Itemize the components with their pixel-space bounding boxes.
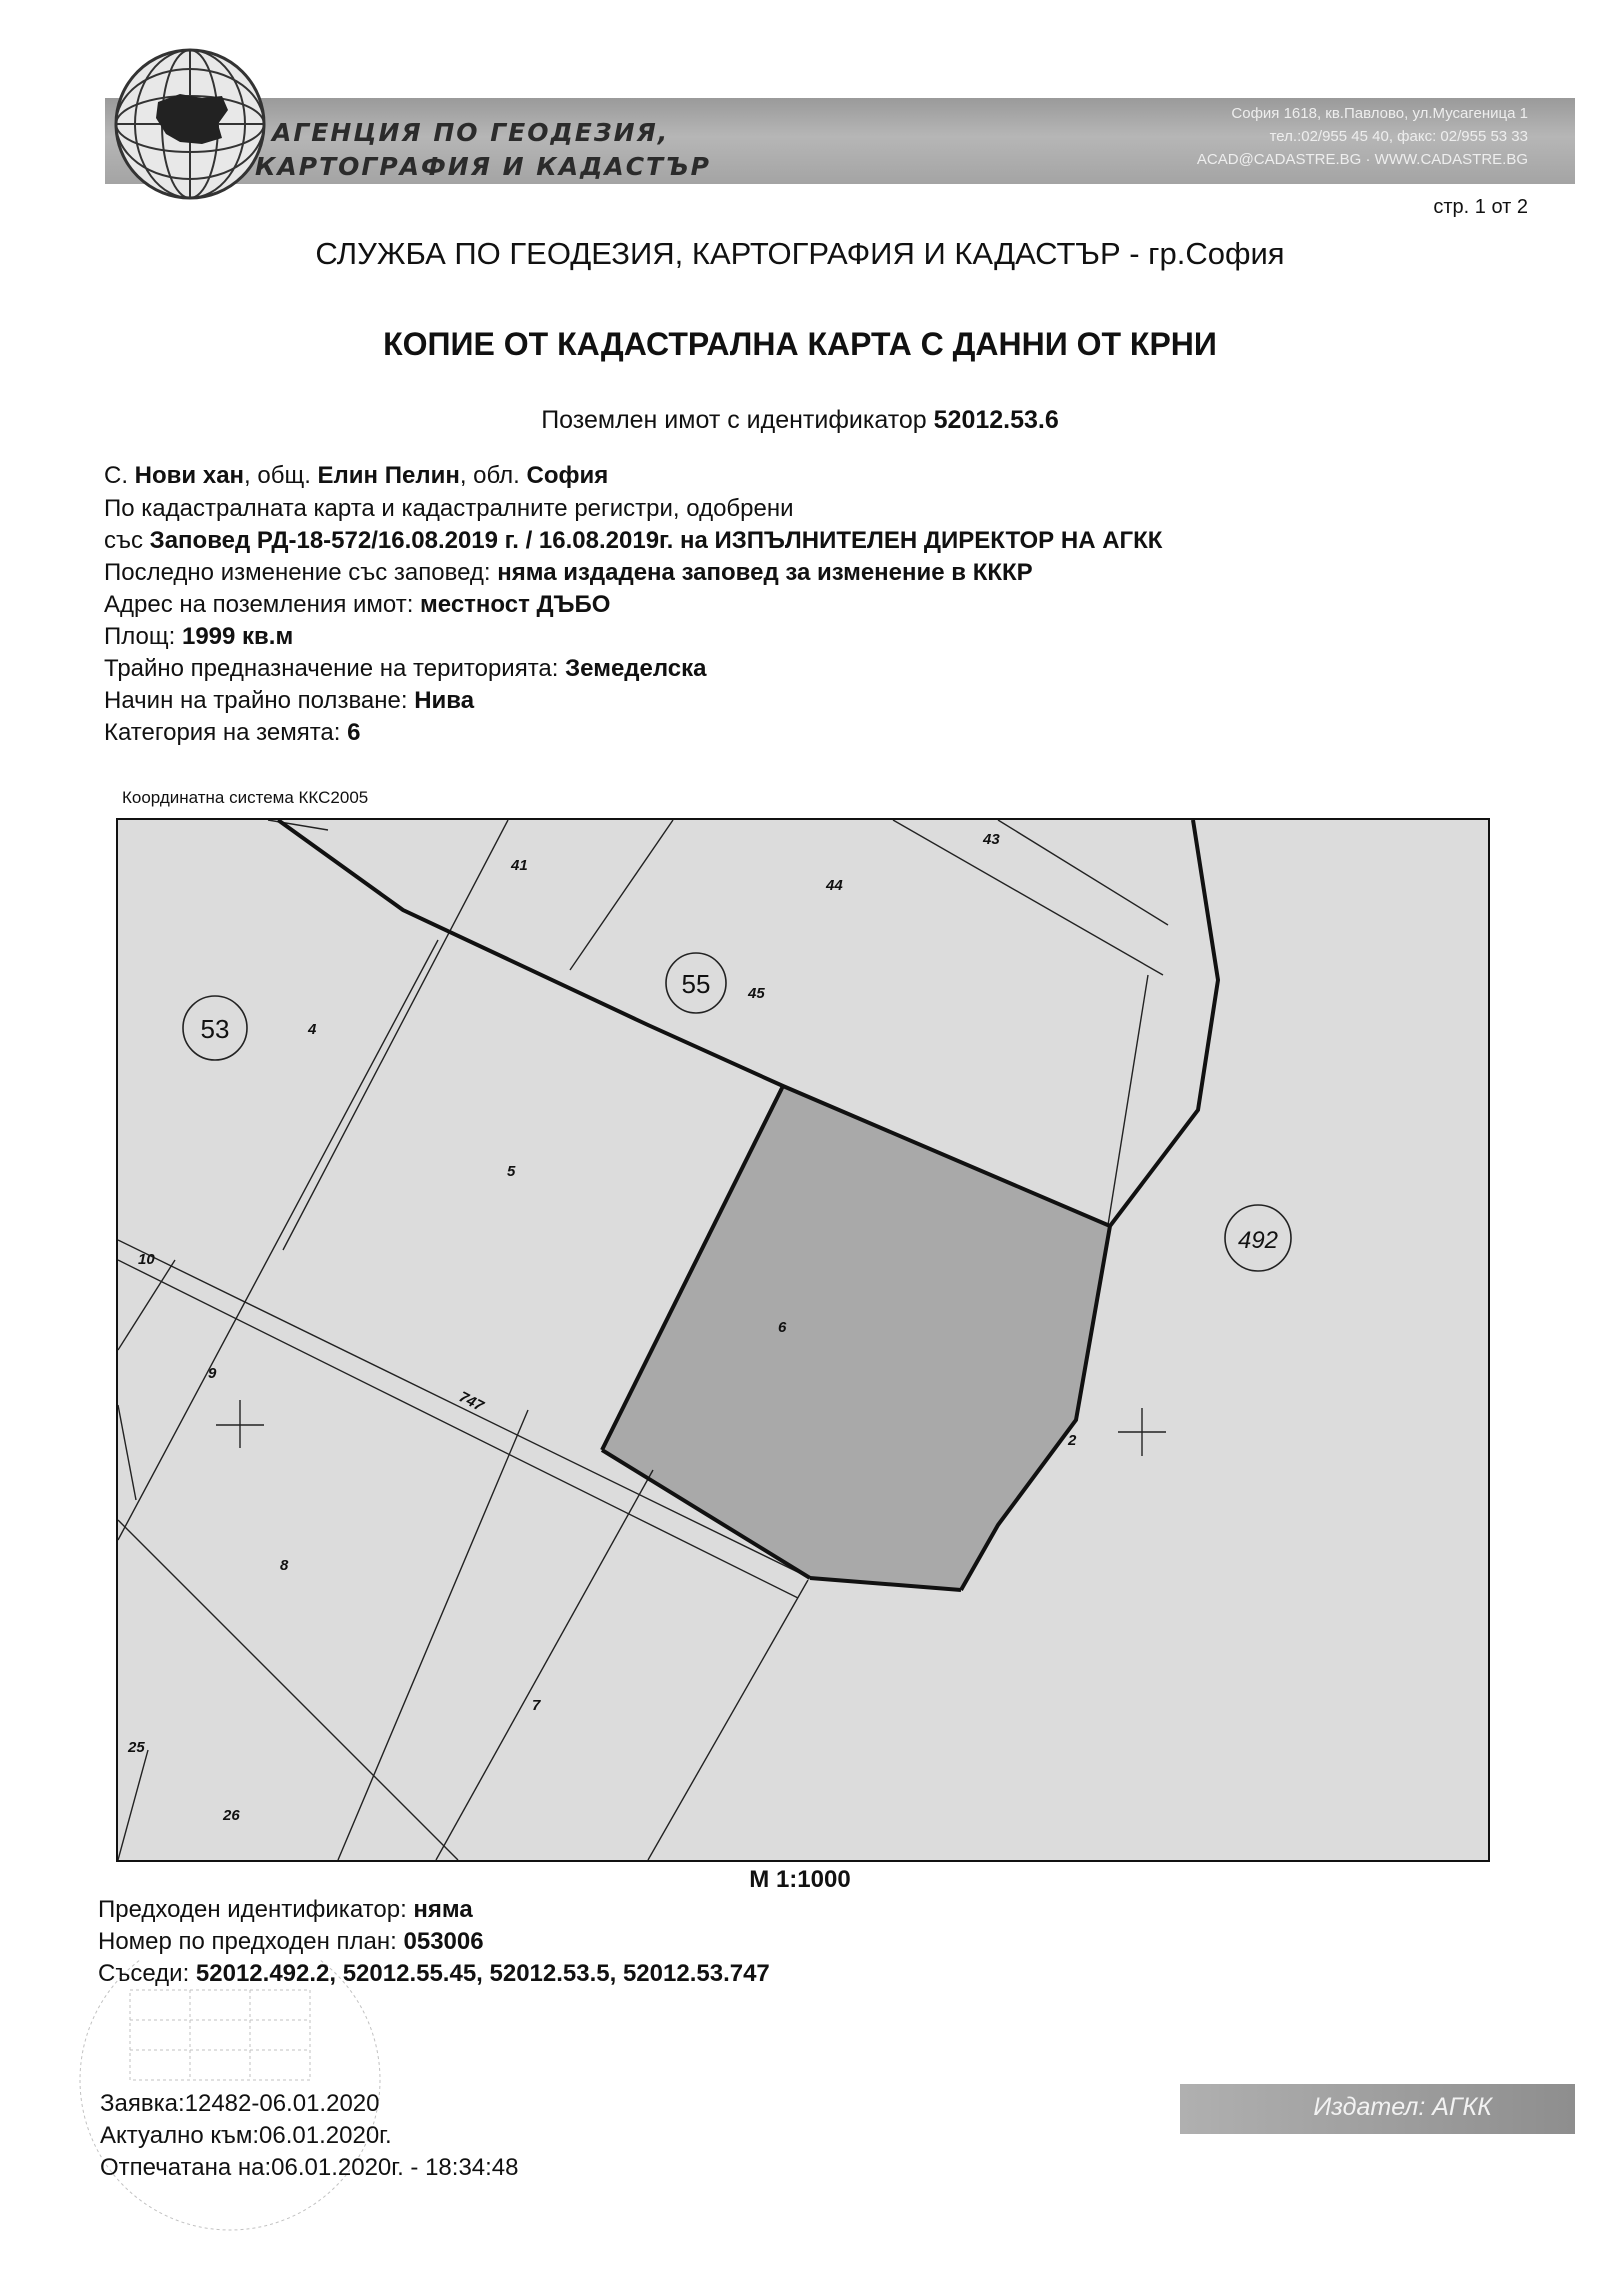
agency-name-line-1: АГЕНЦИЯ ПО ГЕОДЕЗИЯ, [272, 118, 670, 147]
coordinate-system-label: Координатна система ККС2005 [122, 788, 369, 807]
map-scale: М 1:1000 [749, 1866, 851, 1893]
block-label-53: 53 [200, 1014, 230, 1044]
parcel-label-747: 747 [456, 1388, 487, 1415]
current-to-date: Актуално към:06.01.2020г. [100, 2122, 392, 2149]
address-value: местност ДЪБО [420, 591, 611, 618]
approval-line-1: По кадастралната карта и кадастралните регистри, одобрени [104, 495, 794, 522]
document-title: КОПИЕ ОТ КАДАСТРАЛНА КАРТА С ДАННИ ОТ КРНИ [383, 326, 1217, 362]
cadastral-map [116, 818, 1490, 1862]
location-line [104, 462, 608, 490]
publisher-label: Издател: АГКК [1313, 2093, 1492, 2121]
parcel-identifier-value: 52012.53.6 [933, 406, 1059, 434]
parcel-label-2: 2 [1068, 1432, 1077, 1449]
previous-identifier-label: Предходен идентификатор: [98, 1896, 407, 1923]
parcel-label-5: 5 [507, 1163, 516, 1180]
parcel-label-6: 6 [778, 1319, 787, 1336]
agency-name-line-2: КАРТОГРАФИЯ И КАДАСТЪР [255, 152, 711, 181]
parcel-label-8: 8 [280, 1557, 289, 1574]
parcel-label-44: 44 [826, 877, 843, 894]
area-value: 1999 кв.м [181, 623, 294, 650]
village-prefix: С. [104, 462, 128, 489]
parcel-label-10: 10 [138, 1251, 155, 1268]
parcel-label-7: 7 [532, 1697, 541, 1714]
request-number: Заявка:12482-06.01.2020 [100, 2090, 380, 2117]
address-label: Адрес на поземления имот: [104, 591, 414, 618]
approval-order: Заповед РД-18-572/16.08.2019 г. / 16.08.2019г. [149, 527, 674, 554]
category-line [104, 719, 360, 747]
purpose-line [104, 655, 707, 683]
parcel-label-26: 26 [223, 1807, 240, 1824]
parcel-label-43: 43 [983, 831, 1000, 848]
previous-plan-label: Номер по предходен план: [98, 1928, 397, 1955]
last-change-value: няма издадена заповед за изменение в КККР [497, 559, 1033, 586]
neighbors-label: Съседи: [98, 1960, 190, 1987]
municipality-value: Елин Пелин [317, 462, 460, 489]
usage-value: Нива [414, 687, 475, 714]
cadastral-map-svg [118, 820, 1488, 1860]
approval-middle: на [679, 527, 708, 554]
last-change-label: Последно изменение със заповед: [104, 559, 491, 586]
parcel-label-41: 41 [511, 857, 528, 874]
purpose-label: Трайно предназначение на територията: [104, 655, 559, 682]
municipality-prefix: , общ. [244, 462, 311, 489]
parcel-label-25: 25 [128, 1739, 145, 1756]
category-value: 6 [347, 719, 361, 746]
printed-timestamp: Отпечатана на:06.01.2020г. - 18:34:48 [100, 2154, 519, 2181]
neighbors-value: 52012.492.2, 52012.55.45, 52012.53.5, 52012.53.747 [195, 1960, 770, 1987]
last-change-line [104, 559, 1033, 587]
area-label: Площ: [104, 623, 176, 650]
region-prefix: , обл. [459, 462, 520, 489]
previous-plan-line [98, 1928, 484, 1956]
usage-line [104, 687, 474, 715]
approval-authority: ИЗПЪЛНИТЕЛЕН ДИРЕКТОР НА АГКК [714, 527, 1163, 554]
parcel-label-45: 45 [748, 985, 765, 1002]
office-title: СЛУЖБА ПО ГЕОДЕЗИЯ, КАРТОГРАФИЯ И КАДАСТЪР - гр.София [315, 236, 1285, 271]
previous-plan-value: 053006 [403, 1928, 484, 1955]
block-label-55: 55 [681, 969, 711, 999]
address-line [104, 591, 610, 619]
contact-web: ACAD@CADASTRE.BG · WWW.CADASTRE.BG [1196, 151, 1528, 168]
village-value: Нови хан [134, 462, 245, 489]
parcel-label-9: 9 [208, 1365, 217, 1382]
agency-globe-logo-icon [110, 44, 270, 204]
purpose-value: Земеделска [565, 655, 707, 682]
category-label: Категория на земята: [104, 719, 341, 746]
area-line [104, 623, 293, 651]
block-label-492: 492 [1237, 1227, 1279, 1254]
parcel-identifier-label: Поземлен имот с идентификатор [541, 406, 927, 434]
previous-identifier-value: няма [413, 1896, 473, 1923]
parcel-label-4: 4 [308, 1021, 317, 1038]
contact-phone: тел.:02/955 45 40, факс: 02/955 53 33 [1269, 128, 1528, 145]
page-number: стр. 1 от 2 [1433, 196, 1528, 218]
contact-address: София 1618, кв.Павлово, ул.Мусагеница 1 [1231, 105, 1528, 122]
approval-prefix: със [104, 527, 143, 554]
approval-line-2 [104, 527, 1162, 555]
region-value: София [526, 462, 609, 489]
usage-label: Начин на трайно ползване: [104, 687, 408, 714]
previous-identifier-line [98, 1896, 473, 1924]
parcel-identifier-line [0, 406, 1600, 435]
